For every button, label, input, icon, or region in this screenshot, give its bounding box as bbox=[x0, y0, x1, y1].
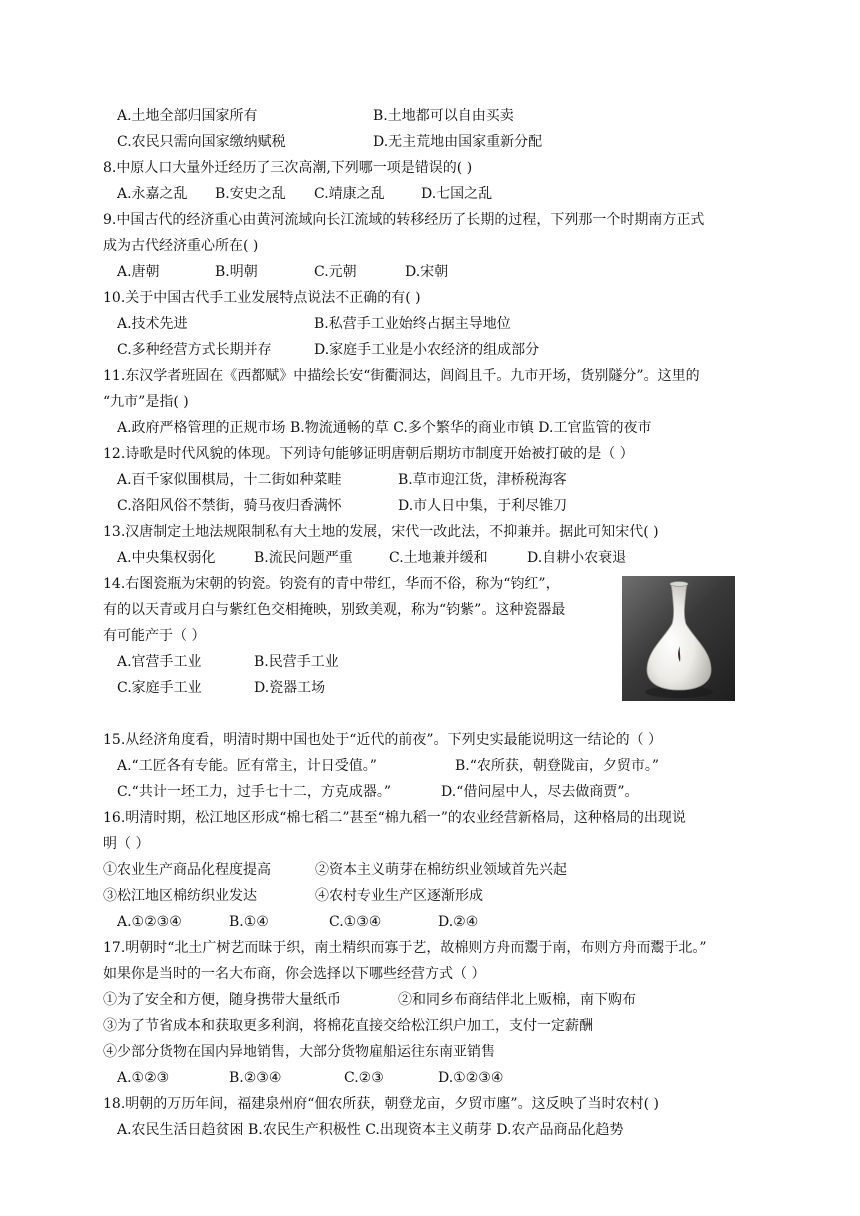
q10-option-d: D.家庭手工业是小农经济的组成部分 bbox=[314, 342, 540, 358]
q12-option-b: B.草市迎江货，津桥税海客 bbox=[398, 472, 567, 488]
question-13: 13.汉唐制定土地法规限制私有大土地的发展，宋代一改此法，不抑兼并。据此可知宋代( ) bbox=[103, 524, 659, 540]
q12-option-a: A.百千家似围棋局，十二街如种菜畦 bbox=[117, 472, 342, 488]
question-16-line1: 16.明清时期，松江地区形成“棉七稻二”甚至“棉九稻一”的农业经营新格局，这种格局的出现说 bbox=[103, 810, 686, 826]
q9-option-b: B.明朝 bbox=[215, 264, 258, 280]
question-17-line1: 17.明朝时“北土广树艺而昧于织，南土精织而寡于艺，故棉则方舟而鬻于南，布则方舟而鬻于北。” bbox=[103, 940, 707, 956]
q7-option-d: D.无主荒地由国家重新分配 bbox=[373, 134, 543, 150]
q14-option-c: C.家庭手工业 bbox=[117, 680, 202, 696]
q16-option-d: D.②④ bbox=[438, 914, 479, 930]
q17-option-d: D.①②③④ bbox=[438, 1070, 504, 1086]
q7-option-c: C.农民只需向国家缴纳赋税 bbox=[117, 134, 286, 150]
q9-option-c: C.元朝 bbox=[314, 264, 357, 280]
q9-option-d: D.宋朝 bbox=[405, 264, 449, 280]
q8-option-d: D.七国之乱 bbox=[421, 186, 493, 202]
q10-option-b: B.私营手工业始终占据主导地位 bbox=[314, 316, 511, 332]
q15-option-d: D.“借问屋中人，尽去做商贾”。 bbox=[441, 784, 639, 800]
q8-option-c: C.靖康之乱 bbox=[314, 186, 385, 202]
question-15: 15.从经济角度看，明清时期中国也处于“近代的前夜”。下列史实最能说明这一结论的（ ） bbox=[103, 732, 663, 748]
question-11-line2: “九市”是指( ) bbox=[103, 394, 189, 410]
question-9-line1: 9.中国古代的经济重心由黄河流域向长江流域的转移经历了长期的过程，下列那一个时期南方正式 bbox=[103, 212, 705, 228]
q17-option-b: B.②③④ bbox=[229, 1070, 282, 1086]
q15-option-b: B.“农所获，朝登陇亩，夕贸市。” bbox=[455, 758, 660, 774]
vase-icon bbox=[622, 576, 735, 701]
q12-option-c: C.洛阳风俗不禁街，骑马夜归香满怀 bbox=[117, 498, 342, 514]
q17-statement-4: ④少部分货物在国内异地销售，大部分货物雇船运往东南亚销售 bbox=[103, 1044, 495, 1060]
q8-option-a: A.永嘉之乱 bbox=[117, 186, 188, 202]
question-14-line3: 有可能产于（ ） bbox=[103, 628, 206, 644]
q16-statement-4: ④农村专业生产区逐渐形成 bbox=[315, 888, 483, 904]
q18-options: A.农民生活日趋贫困 B.农民生产积极性 C.出现资本主义萌芽 D.农产品商品化趋势 bbox=[117, 1122, 624, 1138]
q13-option-d: D.自耕小农衰退 bbox=[527, 550, 627, 566]
q10-option-a: A.技术先进 bbox=[117, 316, 188, 332]
q8-option-b: B.安史之乱 bbox=[215, 186, 286, 202]
q13-option-b: B.流民问题严重 bbox=[254, 550, 353, 566]
q14-option-d: D.瓷器工场 bbox=[254, 680, 326, 696]
q17-option-c: C.②③ bbox=[344, 1070, 384, 1086]
q16-statement-2: ②资本主义萌芽在棉纺织业领域首先兴起 bbox=[315, 862, 567, 878]
q17-statement-1: ①为了安全和方便，随身携带大量纸币 bbox=[103, 992, 341, 1008]
q10-option-c: C.多种经营方式长期并存 bbox=[117, 342, 272, 358]
q16-statement-3: ③松江地区棉纺织业发达 bbox=[103, 888, 257, 904]
question-8: 8.中原人口大量外迁经历了三次高潮,下列哪一项是错误的( ) bbox=[103, 160, 473, 176]
q16-option-a: A.①②③④ bbox=[117, 914, 182, 930]
q12-option-d: D.市人日中集，于利尽锥刀 bbox=[398, 498, 568, 514]
question-14-line1: 14.右图瓷瓶为宋朝的钧瓷。钧瓷有的青中带红，华而不俗，称为“钧红”， bbox=[103, 576, 560, 592]
question-12: 12.诗歌是时代风貌的体现。下列诗句能够证明唐朝后期坊市制度开始被打破的是（ ） bbox=[103, 446, 634, 462]
jun-porcelain-vase-image bbox=[622, 576, 735, 701]
q14-option-b: B.民营手工业 bbox=[254, 654, 339, 670]
q15-option-c: C.“共计一坯工力，过手七十二，方克成器。” bbox=[117, 784, 391, 800]
q16-option-b: B.①④ bbox=[229, 914, 269, 930]
q7-option-a: A.土地全部归国家所有 bbox=[117, 108, 258, 124]
question-16-line2: 明（ ） bbox=[103, 836, 150, 852]
q16-statement-1: ①农业生产商品化程度提高 bbox=[103, 862, 271, 878]
question-9-line2: 成为古代经济重心所在( ) bbox=[103, 238, 259, 254]
q7-option-b: B.土地都可以自由买卖 bbox=[373, 108, 514, 124]
q14-option-a: A.官营手工业 bbox=[117, 654, 202, 670]
q17-statement-3: ③为了节省成本和获取更多利润，将棉花直接交给松江织户加工，支付一定薪酬 bbox=[103, 1018, 593, 1034]
q11-options: A.政府严格管理的正规市场 B.物流通畅的草 C.多个繁华的商业市镇 D.工官监管的夜市 bbox=[117, 420, 652, 436]
q13-option-c: C.土地兼并缓和 bbox=[389, 550, 488, 566]
q9-option-a: A.唐朝 bbox=[117, 264, 160, 280]
q15-option-a: A.“工匠各有专能。匠有常主，计日受值。” bbox=[117, 758, 377, 774]
q17-option-a: A.①②③ bbox=[117, 1070, 170, 1086]
question-10: 10.关于中国古代手工业发展特点说法不正确的有( ) bbox=[103, 290, 421, 306]
q17-statement-2: ②和同乡布商结伴北上贩棉，南下购布 bbox=[398, 992, 636, 1008]
q16-option-c: C.①③④ bbox=[329, 914, 382, 930]
question-18: 18.明朝的万历年间，福建泉州府“佃农所获，朝登龙亩，夕贸市廛”。这反映了当时农村( ) bbox=[103, 1096, 659, 1112]
question-11-line1: 11.东汉学者班固在《西都赋》中描绘长安“街衢洞达，闾阎且千。九市开场，货别隧分”。这里的 bbox=[103, 368, 700, 384]
question-14-line2: 有的以天青或月白与紫红色交相掩映，别致美观，称为“钧紫”。这种瓷器最 bbox=[103, 602, 566, 618]
question-17-line2: 如果你是当时的一名大布商，你会选择以下哪些经营方式（ ） bbox=[103, 966, 486, 982]
q13-option-a: A.中央集权弱化 bbox=[117, 550, 216, 566]
